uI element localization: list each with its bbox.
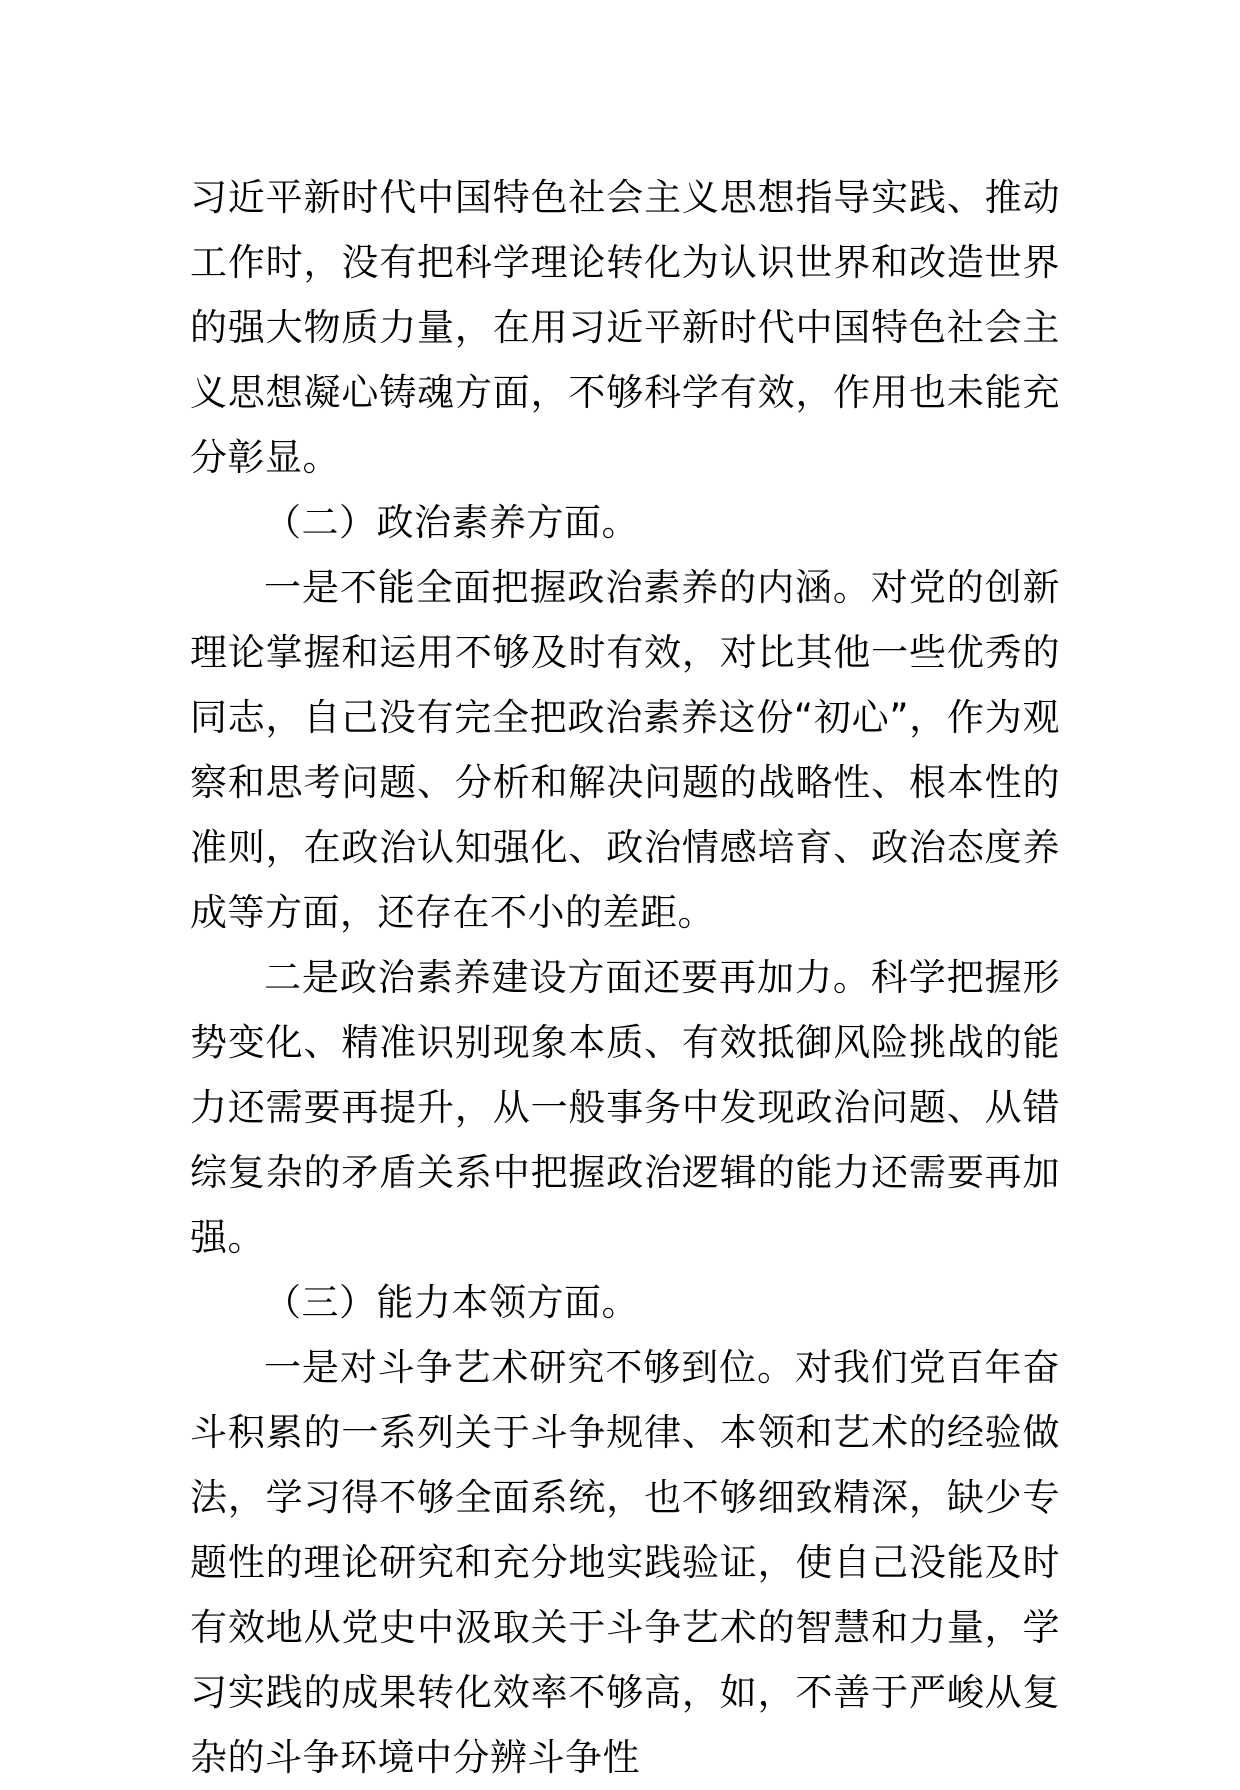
paragraph-point-two-literacy: 二是政治素养建设方面还要再加力。科学把握形势变化、精准识别现象本质、有效抵御风险挑战的能力还需要再提升，从一般事务中发现政治问题、从错综复杂的矛盾关系中把握政治逻辑的能力还需要再加强。 (190, 956, 1060, 1259)
section-heading-political-literacy: （二）政治素养方面。 (264, 501, 639, 544)
document-page (190, 165, 1060, 1790)
paragraph-point-one-literacy: 一是不能全面把握政治素养的内涵。对党的创新理论掌握和运用不够及时有效，对比其他一些优秀的同志，自己没有完全把政治素养这份“初心”，作为观察和思考问题、分析和解决问题的战略性、根本性的准则，在政治认知强化、政治情感培育、政治态度养成等方面，还存在不小的差距。 (190, 566, 1060, 934)
section-heading-ability: （三）能力本领方面。 (264, 1281, 639, 1324)
paragraph-point-one-ability: 一是对斗争艺术研究不够到位。对我们党百年奋斗积累的一系列关于斗争规律、本领和艺术的经验做法，学习得不够全面系统，也不够细致精深，缺少专题性的理论研究和充分地实践验证，使自己没能及时有效地从党史中汲取关于斗争艺术的智慧和力量，学习实践的成果转化效率不够高，如，不善于严峻从复杂的斗争环境中分辨斗争性 (190, 1346, 1060, 1779)
paragraph-continuation: 习近平新时代中国特色社会主义思想指导实践、推动工作时，没有把科学理论转化为认识世界和改造世界的强大物质力量，在用习近平新时代中国特色社会主义思想凝心铸魂方面，不够科学有效，作用也未能充分彰显。 (190, 176, 1060, 479)
